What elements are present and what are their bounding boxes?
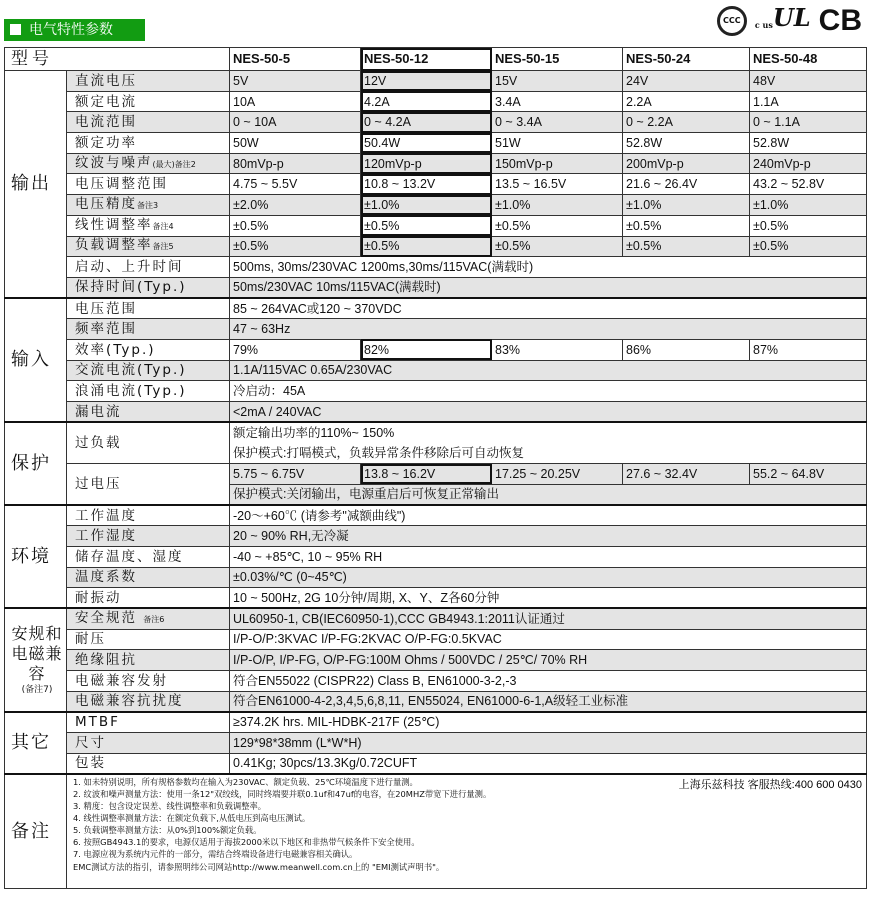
cell-value: 50.4W: [361, 133, 492, 154]
table-row: [5, 650, 867, 671]
category-input: 输入: [5, 298, 67, 422]
model-name: NES-50-48: [750, 48, 867, 71]
cell-value: ±0.5%: [492, 236, 623, 257]
cell-value: I/P-O/P, I/P-FG, O/P-FG:100M Ohms / 500VDC / 25℃/ 70% RH: [230, 650, 867, 671]
cell-value: 55.2 ~ 64.8V: [750, 464, 867, 485]
row-label: 过电压: [67, 464, 230, 505]
category-notes: 备注: [5, 774, 67, 889]
note-line: 2. 纹波和噪声测量方法：使用一条12"双绞线，同时终端要并联0.1uf和47uf的电容，在20MHZ带宽下进行量测。: [73, 788, 492, 799]
table-row: [5, 133, 867, 154]
table-row: [5, 608, 867, 629]
hotline-text: 上海乐兹科技 客服热线:400 600 0430: [678, 778, 862, 791]
row-label: 线性调整率备注4: [67, 215, 230, 236]
cell-value: 0 ~ 3.4A: [492, 112, 623, 133]
cell-value: 保护模式:打嗝模式，负载异常条件移除后可自动恢复: [230, 443, 867, 464]
cell-value: 27.6 ~ 32.4V: [623, 464, 750, 485]
cell-value: 200mVp-p: [623, 153, 750, 174]
cell-value: 50W: [230, 133, 361, 154]
note-line: 7. 电源应视为系统内元件的一部分，需结合终端设备进行电磁兼容相关确认。: [73, 849, 358, 860]
cell-value: 21.6 ~ 26.4V: [623, 174, 750, 195]
cell-value: 85 ~ 264VAC或120 ~ 370VDC: [230, 298, 867, 319]
row-label: 纹波与噪声(最大)备注2: [67, 153, 230, 174]
row-label: 负载调整率备注5: [67, 236, 230, 257]
category-safety-emc: 安规和电磁兼容 (备注7): [5, 608, 67, 711]
cell-value: 51W: [492, 133, 623, 154]
cell-value: ±0.5%: [230, 215, 361, 236]
ccc-logo-icon: CCC: [717, 6, 747, 36]
model-label: 型号: [5, 48, 230, 71]
spec-table: [4, 47, 867, 889]
cell-value: 12V: [361, 71, 492, 92]
table-row: [5, 257, 867, 278]
cell-value: 129*98*38mm (L*W*H): [230, 733, 867, 754]
table-row: [5, 629, 867, 650]
cell-value: 15V: [492, 71, 623, 92]
row-label: 额定电流: [67, 91, 230, 112]
row-label: 耐振动: [67, 588, 230, 609]
model-header-row: [5, 48, 867, 71]
table-row: [5, 526, 867, 547]
row-label: 耐压: [67, 629, 230, 650]
category-other: 其它: [5, 712, 67, 774]
cell-value: 额定输出功率的110%~ 150%: [230, 422, 867, 443]
note-line: 5. 负载调整率测量方法：从0%到100%额定负载。: [73, 825, 262, 836]
row-label: 电流范围: [67, 112, 230, 133]
cell-value: 86%: [623, 339, 750, 360]
cell-value: ±1.0%: [750, 195, 867, 216]
cell-value: 4.75 ~ 5.5V: [230, 174, 361, 195]
cell-value: ±0.5%: [492, 215, 623, 236]
row-label: 包装: [67, 753, 230, 774]
cell-value: 43.2 ~ 52.8V: [750, 174, 867, 195]
cell-value: 10 ~ 500Hz, 2G 10分钟/周期, X、Y、Z各60分钟: [230, 588, 867, 609]
table-row: [5, 712, 867, 733]
cell-value: 500ms, 30ms/230VAC 1200ms,30ms/115VAC(满载时): [230, 257, 867, 278]
cell-value: 0 ~ 4.2A: [361, 112, 492, 133]
ul-logo-icon: c usUL: [754, 2, 811, 32]
cell-value: 47 ~ 63Hz: [230, 319, 867, 340]
cell-value: 87%: [750, 339, 867, 360]
cell-value: 10.8 ~ 13.2V: [361, 174, 492, 195]
row-label: 效率(Typ.): [67, 339, 230, 360]
cell-value: ≥374.2K hrs. MIL-HDBK-217F (25℃): [230, 712, 867, 733]
row-label: 电压精度备注3: [67, 195, 230, 216]
table-row: [5, 381, 867, 402]
cell-value: 5.75 ~ 6.75V: [230, 464, 361, 485]
row-label: 保持时间(Typ.): [67, 277, 230, 298]
table-row: [5, 588, 867, 609]
cell-value: 83%: [492, 339, 623, 360]
row-label: 漏电流: [67, 402, 230, 423]
cell-value: 80mVp-p: [230, 153, 361, 174]
table-row: [5, 153, 867, 174]
cell-value: ±0.5%: [230, 236, 361, 257]
row-label: MTBF: [67, 712, 230, 733]
table-row: [5, 195, 867, 216]
row-label: 电磁兼容抗扰度: [67, 691, 230, 712]
row-label: 过负载: [67, 422, 230, 463]
cell-value: 17.25 ~ 20.25V: [492, 464, 623, 485]
note-line: 1. 如未特别说明，所有规格参数均在输入为230VAC、额定负载、25℃环境温度下进行量测。: [73, 776, 418, 787]
cell-value: 2.2A: [623, 91, 750, 112]
cell-value: 52.8W: [750, 133, 867, 154]
table-row: [5, 71, 867, 92]
table-row: [5, 277, 867, 298]
table-row: [5, 91, 867, 112]
cell-value: 1.1A: [750, 91, 867, 112]
cell-value: 冷启动：45A: [230, 381, 867, 402]
cell-value: 13.5 ~ 16.5V: [492, 174, 623, 195]
section-title: 电气特性参数: [29, 22, 113, 38]
table-row: [5, 112, 867, 133]
table-row: [5, 546, 867, 567]
cell-value: -40 ~ +85℃, 10 ~ 95% RH: [230, 546, 867, 567]
cell-value: 3.4A: [492, 91, 623, 112]
row-label: 温度系数: [67, 567, 230, 588]
notes-cell: [67, 774, 867, 889]
cell-value: 0 ~ 1.1A: [750, 112, 867, 133]
table-row: [5, 298, 867, 319]
model-name: NES-50-24: [623, 48, 750, 71]
category-environment: 环境: [5, 505, 67, 608]
cell-value: <2mA / 240VAC: [230, 402, 867, 423]
row-label: 频率范围: [67, 319, 230, 340]
table-row: [5, 670, 867, 691]
cell-value: ±0.5%: [361, 236, 492, 257]
note-line: 6. 按照GB4943.1的要求，电源仅适用于海拔2000米以下地区和非热带气候条件下安全使用。: [73, 837, 420, 848]
row-label: 电压范围: [67, 298, 230, 319]
cell-value: 50ms/230VAC 10ms/115VAC(满载时): [230, 277, 867, 298]
cell-value: 150mVp-p: [492, 153, 623, 174]
cell-value: ±0.5%: [361, 215, 492, 236]
row-label: 绝缘阻抗: [67, 650, 230, 671]
table-row: [5, 360, 867, 381]
cell-value: 48V: [750, 71, 867, 92]
row-label: 电磁兼容发射: [67, 670, 230, 691]
cell-value: 240mVp-p: [750, 153, 867, 174]
table-row: [5, 422, 867, 443]
cell-value: 保护模式:关闭输出，电源重启后可恢复正常输出: [230, 484, 867, 505]
cell-value: 4.2A: [361, 91, 492, 112]
table-row: [5, 505, 867, 526]
note-line: 3. 精度：包含设定误差、线性调整率和负载调整率。: [73, 801, 267, 812]
model-name: NES-50-12: [361, 48, 492, 71]
table-row: [5, 236, 867, 257]
row-label: 工作湿度: [67, 526, 230, 547]
cb-logo-icon: CB: [818, 4, 862, 37]
cell-value: ±2.0%: [230, 195, 361, 216]
cell-value: 52.8W: [623, 133, 750, 154]
row-label: 启动、上升时间: [67, 257, 230, 278]
table-row: [5, 215, 867, 236]
cell-value: 10A: [230, 91, 361, 112]
cell-value: 符合EN55022 (CISPR22) Class B, EN61000-3-2,-3: [230, 670, 867, 691]
cell-value: ±0.5%: [750, 236, 867, 257]
cell-value: ±0.03%/℃ (0~45℃): [230, 567, 867, 588]
cell-value: 符合EN61000-4-2,3,4,5,6,8,11, EN55024, EN61000-6-1,A级轻工业标准: [230, 691, 867, 712]
table-row: [5, 733, 867, 754]
model-name: NES-50-15: [492, 48, 623, 71]
row-label: 安全规范 备注6: [67, 608, 230, 629]
cell-value: 0 ~ 10A: [230, 112, 361, 133]
cell-value: 13.8 ~ 16.2V: [361, 464, 492, 485]
cell-value: 24V: [623, 71, 750, 92]
cell-value: 79%: [230, 339, 361, 360]
cell-value: ±1.0%: [492, 195, 623, 216]
table-row: [5, 464, 867, 485]
table-row: [5, 567, 867, 588]
cell-value: 1.1A/115VAC 0.65A/230VAC: [230, 360, 867, 381]
cell-value: 120mVp-p: [361, 153, 492, 174]
note-line: EMC测试方法的指引，请参照明纬公司网站http://www.meanwell.com.cn上的 "EMI测试声明书"。: [73, 861, 445, 872]
cell-value: 5V: [230, 71, 361, 92]
table-row: [5, 402, 867, 423]
notes-row: [5, 774, 867, 889]
row-label: 尺寸: [67, 733, 230, 754]
table-row: [5, 174, 867, 195]
category-protection: 保护: [5, 422, 67, 505]
model-name: NES-50-5: [230, 48, 361, 71]
cell-value: I/P-O/P:3KVAC I/P-FG:2KVAC O/P-FG:0.5KVAC: [230, 629, 867, 650]
row-label: 工作温度: [67, 505, 230, 526]
cell-value: ±1.0%: [623, 195, 750, 216]
cell-value: -20～+60℃ (请参考"减额曲线"): [230, 505, 867, 526]
table-row: [5, 339, 867, 360]
cell-value: UL60950-1, CB(IEC60950-1),CCC GB4943.1:2011认证通过: [230, 608, 867, 629]
row-label: 交流电流(Typ.): [67, 360, 230, 381]
cell-value: 82%: [361, 339, 492, 360]
cell-value: ±1.0%: [361, 195, 492, 216]
cell-value: ±0.5%: [750, 215, 867, 236]
certification-logos: [717, 4, 862, 38]
row-label: 额定功率: [67, 133, 230, 154]
cell-value: 0 ~ 2.2A: [623, 112, 750, 133]
row-label: 浪涌电流(Typ.): [67, 381, 230, 402]
category-output: 输出: [5, 71, 67, 299]
row-label: 电压调整范围: [67, 174, 230, 195]
table-row: [5, 691, 867, 712]
table-row: [5, 319, 867, 340]
cell-value: ±0.5%: [623, 215, 750, 236]
cell-value: 20 ~ 90% RH,无冷凝: [230, 526, 867, 547]
row-label: 直流电压: [67, 71, 230, 92]
section-header: [4, 19, 145, 41]
note-line: 4. 线性调整率测量方法：在额定负载下,从低电压到高电压测试。: [73, 813, 311, 824]
square-icon: [10, 24, 21, 35]
cell-value: ±0.5%: [623, 236, 750, 257]
row-label: 储存温度、湿度: [67, 546, 230, 567]
table-row: [5, 753, 867, 774]
cell-value: 0.41Kg; 30pcs/13.3Kg/0.72CUFT: [230, 753, 867, 774]
